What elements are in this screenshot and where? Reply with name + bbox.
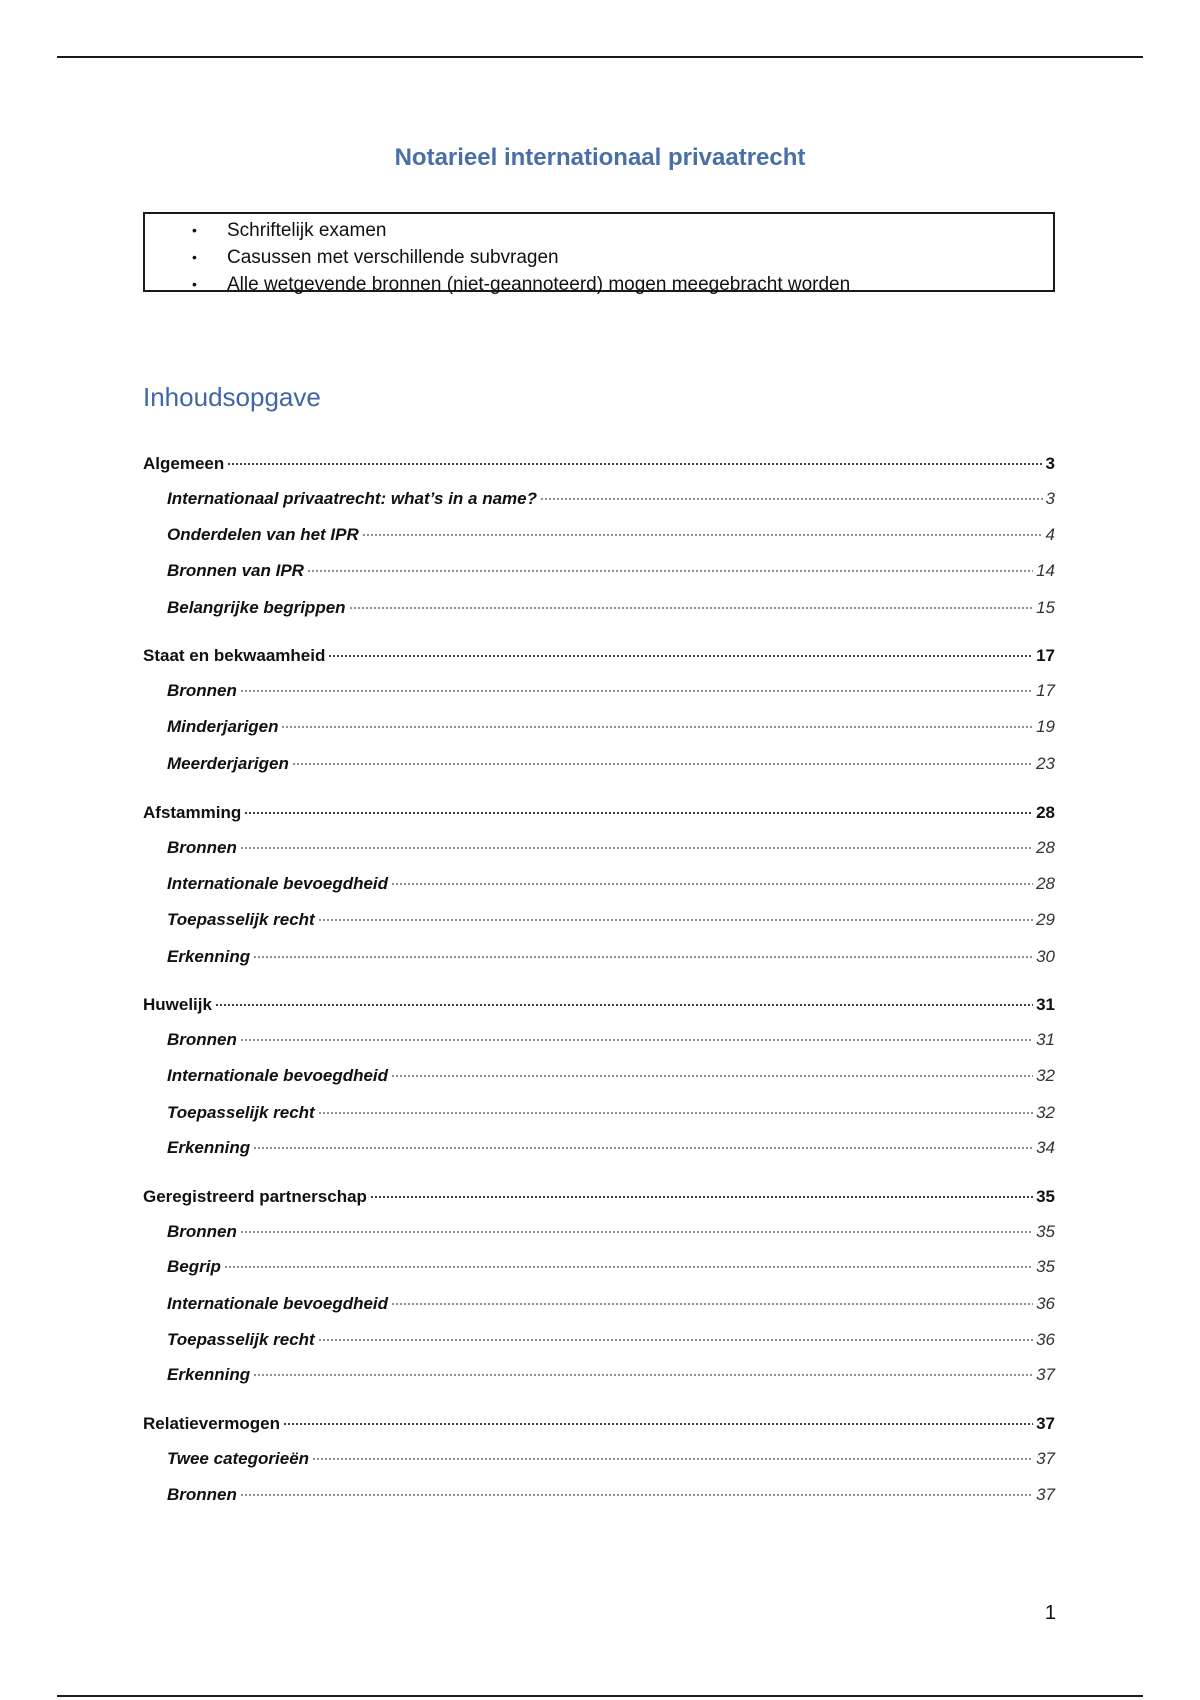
toc-entry-page: 29 bbox=[1036, 910, 1055, 929]
toc-entry-page: 28 bbox=[1036, 874, 1055, 893]
toc-entry-page: 37 bbox=[1036, 1414, 1055, 1433]
toc-entry-section[interactable] bbox=[167, 478, 1055, 508]
toc-dot-leader bbox=[391, 863, 1033, 889]
toc-entry-page: 37 bbox=[1036, 1365, 1055, 1384]
toc-entry-section[interactable] bbox=[167, 1127, 1055, 1157]
toc-entry-section[interactable] bbox=[167, 670, 1055, 700]
toc-dot-leader bbox=[391, 1283, 1033, 1309]
toc-entry-label: Erkenning bbox=[167, 1138, 251, 1157]
exam-info-box bbox=[143, 212, 1055, 295]
toc-entry-page: 35 bbox=[1036, 1222, 1055, 1241]
exam-info-text: Casussen met verschillende subvragen bbox=[227, 247, 559, 268]
toc-dot-leader bbox=[281, 706, 1033, 732]
toc-heading: Inhoudsopgave bbox=[143, 382, 321, 412]
toc-dot-leader bbox=[240, 1211, 1033, 1237]
toc-entry-label: Minderjarigen bbox=[167, 717, 279, 736]
toc-entry-page: 28 bbox=[1036, 838, 1055, 857]
toc-entry-label: Algemeen bbox=[143, 454, 225, 473]
toc-entry-section[interactable] bbox=[167, 550, 1055, 580]
toc-entry-section[interactable] bbox=[167, 1211, 1055, 1241]
toc-entry-label: Bronnen bbox=[167, 838, 237, 857]
toc-entry-section[interactable] bbox=[167, 1019, 1055, 1049]
toc-dot-leader bbox=[253, 936, 1033, 962]
toc-dot-leader bbox=[318, 1319, 1033, 1345]
toc-entry-section[interactable] bbox=[167, 514, 1055, 544]
toc-entry-section[interactable] bbox=[167, 1055, 1055, 1085]
exam-info-item bbox=[145, 271, 1053, 298]
toc-entry-chapter[interactable] bbox=[143, 792, 1055, 822]
toc-entry-section[interactable] bbox=[167, 1438, 1055, 1468]
toc-entry-label: Meerderjarigen bbox=[167, 754, 289, 773]
toc-dot-leader bbox=[240, 827, 1033, 853]
toc-entry-chapter[interactable] bbox=[143, 1176, 1055, 1206]
toc-entry-page: 32 bbox=[1036, 1103, 1055, 1122]
toc-entry-page: 34 bbox=[1036, 1138, 1055, 1157]
toc-entry-page: 19 bbox=[1036, 717, 1055, 736]
toc-dot-leader bbox=[253, 1127, 1033, 1153]
toc-dot-leader bbox=[312, 1438, 1033, 1464]
toc-entry-label: Bronnen bbox=[167, 1030, 237, 1049]
toc-entry-page: 31 bbox=[1036, 1030, 1055, 1049]
toc-entry-section[interactable] bbox=[167, 587, 1055, 617]
toc-dot-leader bbox=[307, 550, 1033, 576]
toc-entry-chapter[interactable] bbox=[143, 635, 1055, 665]
toc-dot-leader bbox=[318, 1092, 1033, 1118]
toc-entry-page: 28 bbox=[1036, 803, 1055, 822]
toc-entry-section[interactable] bbox=[167, 743, 1055, 773]
toc-entry-page: 31 bbox=[1036, 995, 1055, 1014]
toc-entry-section[interactable] bbox=[167, 899, 1055, 929]
exam-info-item bbox=[145, 244, 1053, 271]
toc-dot-leader bbox=[224, 1246, 1033, 1272]
top-rule bbox=[57, 56, 1143, 58]
toc-entry-section[interactable] bbox=[167, 1092, 1055, 1122]
toc-entry-label: Toepasselijk recht bbox=[167, 1330, 315, 1349]
toc-entry-label: Belangrijke begrippen bbox=[167, 598, 346, 617]
toc-entry-section[interactable] bbox=[167, 1354, 1055, 1384]
toc-entry-page: 35 bbox=[1036, 1187, 1055, 1206]
toc-entry-label: Erkenning bbox=[167, 947, 251, 966]
toc-dot-leader bbox=[283, 1403, 1033, 1429]
document-title: Notarieel internationaal privaatrecht bbox=[394, 144, 806, 171]
toc-entry-section[interactable] bbox=[167, 827, 1055, 857]
toc-entry-page: 3 bbox=[1045, 454, 1055, 473]
toc-entry-label: Toepasselijk recht bbox=[167, 1103, 315, 1122]
toc-dot-leader bbox=[318, 899, 1033, 925]
exam-info-text: Alle wetgevende bronnen (niet-geannoteerd) mogen meegebracht worden bbox=[227, 274, 851, 295]
toc-entry-page: 37 bbox=[1036, 1485, 1055, 1504]
toc-entry-chapter[interactable] bbox=[143, 443, 1055, 473]
toc-entry-page: 3 bbox=[1045, 489, 1055, 508]
toc-entry-label: Relatievermogen bbox=[143, 1414, 280, 1433]
toc-entry-label: Internationaal privaatrecht: what’s in a name? bbox=[167, 489, 538, 508]
toc-entry-page: 35 bbox=[1036, 1257, 1055, 1276]
exam-info-list bbox=[145, 214, 1053, 298]
bullet-icon: • bbox=[192, 249, 197, 265]
toc-dot-leader bbox=[328, 635, 1033, 661]
toc-entry-label: Begrip bbox=[167, 1257, 221, 1276]
toc-entry-page: 30 bbox=[1036, 947, 1055, 966]
toc-entry-label: Erkenning bbox=[167, 1365, 251, 1384]
toc-entry-section[interactable] bbox=[167, 1474, 1055, 1504]
toc-entry-label: Bronnen van IPR bbox=[167, 561, 304, 580]
toc-entry-section[interactable] bbox=[167, 1319, 1055, 1349]
toc-entry-label: Twee categorieën bbox=[167, 1449, 310, 1468]
toc-dot-leader bbox=[244, 792, 1033, 818]
toc-entry-label: Bronnen bbox=[167, 1485, 237, 1504]
toc-entry-chapter[interactable] bbox=[143, 984, 1055, 1014]
toc-dot-leader bbox=[292, 743, 1033, 769]
exam-info-item bbox=[145, 217, 1053, 244]
toc-entry-label: Afstamming bbox=[143, 803, 242, 822]
toc-entry-label: Bronnen bbox=[167, 1222, 237, 1241]
toc-dot-leader bbox=[540, 478, 1043, 504]
toc-entry-page: 4 bbox=[1045, 525, 1055, 544]
toc-dot-leader bbox=[362, 514, 1043, 540]
toc-entry-chapter[interactable] bbox=[143, 1403, 1055, 1433]
toc-entry-page: 32 bbox=[1036, 1066, 1055, 1085]
bullet-icon: • bbox=[192, 222, 197, 238]
toc-entry-page: 23 bbox=[1036, 754, 1055, 773]
toc-entry-page: 37 bbox=[1036, 1449, 1055, 1468]
toc-dot-leader bbox=[391, 1055, 1033, 1081]
toc-entry-section[interactable] bbox=[167, 863, 1055, 893]
toc-dot-leader bbox=[240, 670, 1033, 696]
toc-entry-page: 14 bbox=[1036, 561, 1055, 580]
toc-entry-label: Internationale bevoegdheid bbox=[167, 1294, 389, 1313]
toc-entry-label: Internationale bevoegdheid bbox=[167, 1066, 389, 1085]
toc-entry-label: Bronnen bbox=[167, 681, 237, 700]
toc-dot-leader bbox=[349, 587, 1034, 613]
toc-dot-leader bbox=[215, 984, 1033, 1010]
toc-dot-leader bbox=[227, 443, 1042, 469]
page-number: 1 bbox=[1044, 1602, 1056, 1624]
exam-info-text: Schriftelijk examen bbox=[227, 220, 387, 241]
toc-dot-leader bbox=[253, 1354, 1033, 1380]
toc-entry-section[interactable] bbox=[167, 706, 1055, 736]
toc-entry-label: Internationale bevoegdheid bbox=[167, 874, 389, 893]
toc-entry-page: 15 bbox=[1036, 598, 1055, 617]
toc-dot-leader bbox=[240, 1474, 1033, 1500]
bullet-icon: • bbox=[192, 276, 197, 292]
toc-entry-label: Geregistreerd partnerschap bbox=[143, 1187, 367, 1206]
toc-entry-page: 17 bbox=[1036, 681, 1055, 700]
toc-entry-label: Toepasselijk recht bbox=[167, 910, 315, 929]
bottom-rule bbox=[57, 1695, 1143, 1697]
toc-entry-label: Onderdelen van het IPR bbox=[167, 525, 359, 544]
toc-entry-section[interactable] bbox=[167, 936, 1055, 966]
toc-entry-label: Staat en bekwaamheid bbox=[143, 646, 326, 665]
toc-entry-label: Huwelijk bbox=[143, 995, 212, 1014]
toc-entry-page: 36 bbox=[1036, 1294, 1055, 1313]
toc-entry-section[interactable] bbox=[167, 1246, 1055, 1276]
toc-entry-page: 17 bbox=[1036, 646, 1055, 665]
toc-dot-leader bbox=[370, 1176, 1033, 1202]
toc-dot-leader bbox=[240, 1019, 1033, 1045]
toc-entry-page: 36 bbox=[1036, 1330, 1055, 1349]
toc-entry-section[interactable] bbox=[167, 1283, 1055, 1313]
